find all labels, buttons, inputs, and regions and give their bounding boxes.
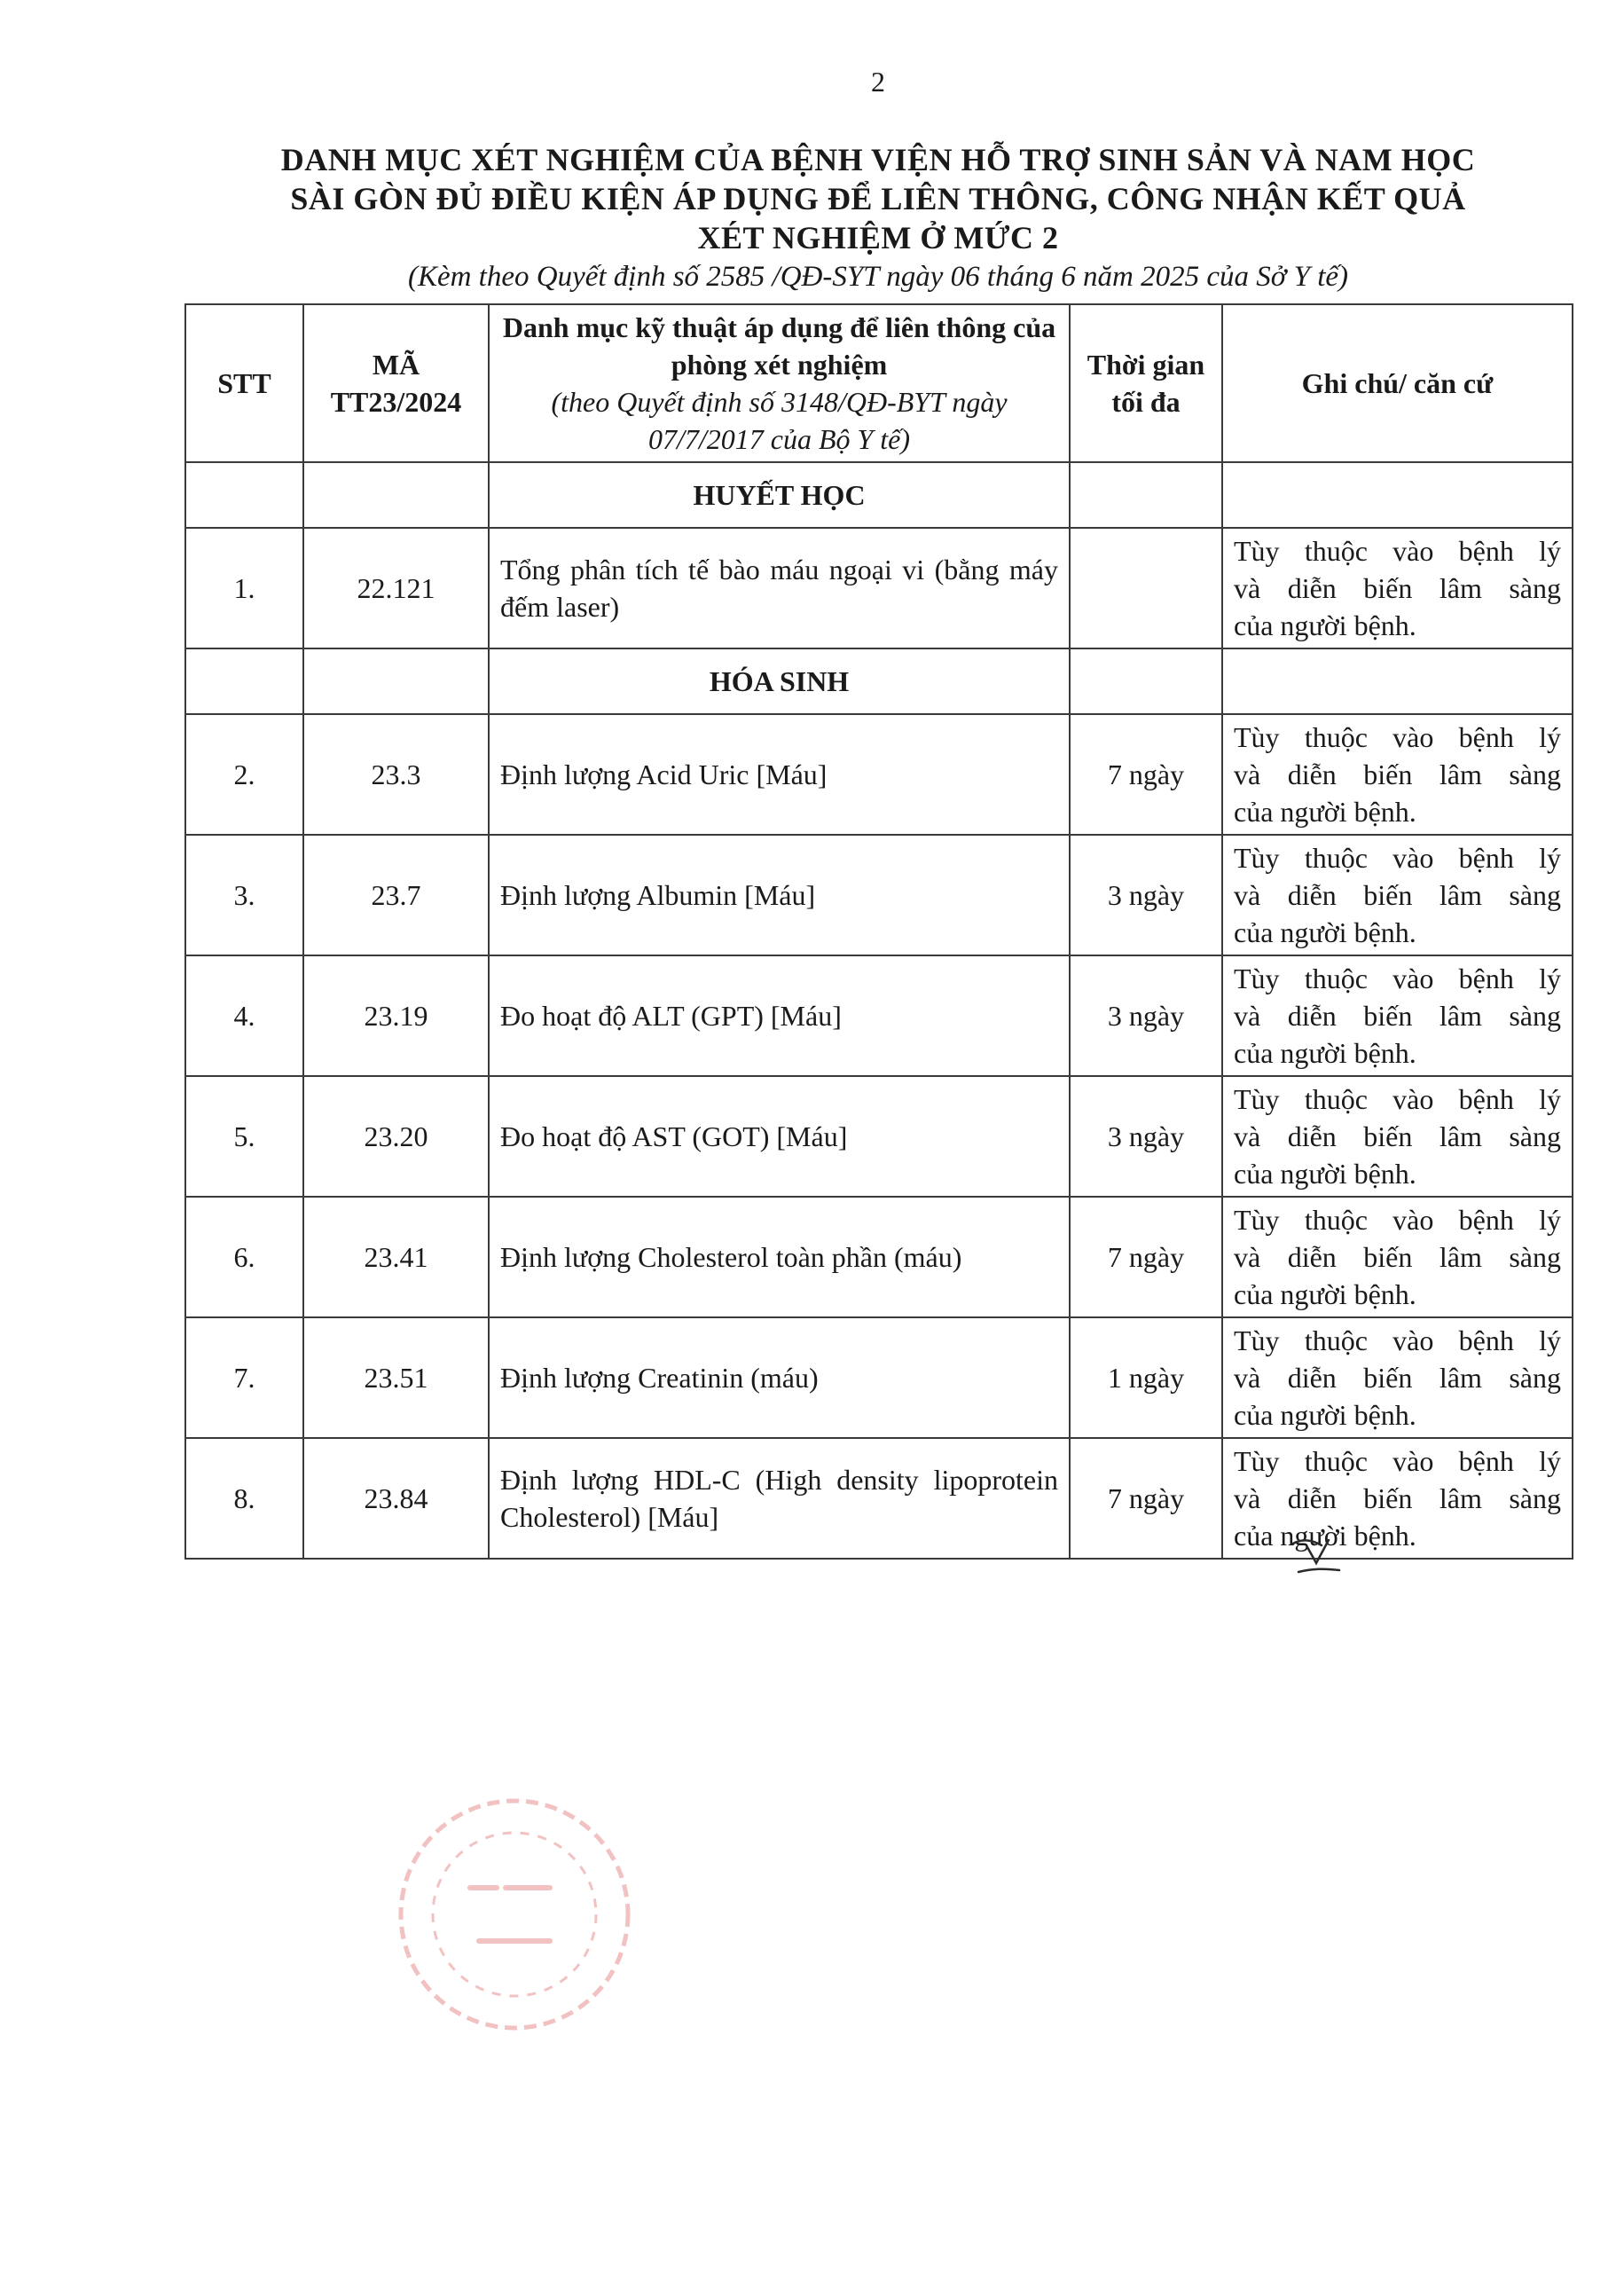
- cell-ma: 23.20: [303, 1076, 489, 1197]
- cell-max-time: 7 ngày: [1070, 1438, 1222, 1559]
- cell-max-time: 3 ngày: [1070, 835, 1222, 955]
- section-row: [185, 648, 1573, 714]
- table-row: [185, 1197, 1573, 1317]
- note-line: và diễn biến lâm sàng: [1234, 572, 1561, 604]
- cell-stt: 7.: [185, 1317, 303, 1438]
- section-label: HÓA SINH: [489, 648, 1070, 714]
- note-line: và diễn biến lâm sàng: [1234, 1362, 1561, 1394]
- empty-cell: [185, 462, 303, 528]
- cell-test-name: Định lượng Acid Uric [Máu]: [489, 714, 1070, 835]
- table-row: [185, 714, 1573, 835]
- cell-ma: 23.3: [303, 714, 489, 835]
- empty-cell: [1070, 648, 1222, 714]
- cell-ma: 23.84: [303, 1438, 489, 1559]
- cell-stt: 1.: [185, 528, 303, 648]
- note-line: và diễn biến lâm sàng: [1234, 758, 1561, 790]
- header-danh-muc-title: Danh mục kỹ thuật áp dụng để liên thông của phòng xét nghiệm: [502, 311, 1056, 381]
- note-line: của người bệnh.: [1234, 916, 1416, 948]
- empty-cell: [303, 462, 489, 528]
- note-line: và diễn biến lâm sàng: [1234, 1482, 1561, 1514]
- page-number: 2: [871, 66, 885, 98]
- note-line: của người bệnh.: [1234, 1158, 1416, 1190]
- title-line-2: SÀI GÒN ĐỦ ĐIỀU KIỆN ÁP DỤNG ĐỂ LIÊN THÔNG, CÔNG NHẬN KẾT QUẢ: [290, 181, 1466, 216]
- cell-max-time: 1 ngày: [1070, 1317, 1222, 1438]
- table-row: [185, 1076, 1573, 1197]
- cell-max-time: 3 ngày: [1070, 1076, 1222, 1197]
- cell-test-name: Tổng phân tích tế bào máu ngoại vi (bằng máy đếm laser): [489, 528, 1070, 648]
- cell-max-time: [1070, 528, 1222, 648]
- cell-stt: 6.: [185, 1197, 303, 1317]
- table-row: [185, 1317, 1573, 1438]
- note-line: của người bệnh.: [1234, 1278, 1416, 1310]
- header-danh-muc: [489, 304, 1070, 462]
- decision-reference: (Kèm theo Quyết định số 2585 /QĐ-SYT ngày 06 tháng 6 năm 2025 của Sở Y tế): [407, 261, 1349, 293]
- header-thoi-gian: Thời gian tối đa: [1070, 304, 1222, 462]
- note-line: Tùy thuộc vào bệnh lý: [1234, 535, 1561, 567]
- table-row: [185, 1438, 1573, 1559]
- table-header-row: [185, 304, 1573, 462]
- cell-test-name: Đo hoạt độ ALT (GPT) [Máu]: [489, 955, 1070, 1076]
- note-line: và diễn biến lâm sàng: [1234, 879, 1561, 911]
- cell-note: [1222, 1076, 1573, 1197]
- note-line: Tùy thuộc vào bệnh lý: [1234, 1083, 1561, 1115]
- note-line: của người bệnh.: [1234, 1037, 1416, 1069]
- note-line: và diễn biến lâm sàng: [1234, 1241, 1561, 1273]
- note-line: của người bệnh.: [1234, 1399, 1416, 1431]
- empty-cell: [1222, 648, 1573, 714]
- empty-cell: [1222, 462, 1573, 528]
- empty-cell: [1070, 462, 1222, 528]
- cell-test-name: Định lượng Albumin [Máu]: [489, 835, 1070, 955]
- cell-ma: 23.7: [303, 835, 489, 955]
- cell-note: [1222, 955, 1573, 1076]
- note-line: của người bệnh.: [1234, 1520, 1416, 1552]
- note-line: Tùy thuộc vào bệnh lý: [1234, 1324, 1561, 1356]
- test-list-table: [184, 303, 1573, 1560]
- cell-stt: 5.: [185, 1076, 303, 1197]
- official-stamp: [373, 1781, 656, 2047]
- cell-max-time: 7 ngày: [1070, 1197, 1222, 1317]
- cell-test-name: Định lượng Creatinin (máu): [489, 1317, 1070, 1438]
- note-line: Tùy thuộc vào bệnh lý: [1234, 963, 1561, 994]
- cell-ma: 22.121: [303, 528, 489, 648]
- empty-cell: [185, 648, 303, 714]
- table-row: [185, 528, 1573, 648]
- cell-note: [1222, 1317, 1573, 1438]
- cell-note: [1222, 528, 1573, 648]
- header-ma: MÃ TT23/2024: [303, 304, 489, 462]
- cell-ma: 23.51: [303, 1317, 489, 1438]
- cell-stt: 3.: [185, 835, 303, 955]
- cell-stt: 8.: [185, 1438, 303, 1559]
- cell-note: [1222, 1197, 1573, 1317]
- note-line: của người bệnh.: [1234, 796, 1416, 828]
- cell-note: [1222, 714, 1573, 835]
- table-body: [185, 462, 1573, 1559]
- note-line: Tùy thuộc vào bệnh lý: [1234, 842, 1561, 874]
- cell-test-name: Định lượng HDL-C (High density lipoprotein Cholesterol) [Máu]: [489, 1438, 1070, 1559]
- note-line: Tùy thuộc vào bệnh lý: [1234, 1445, 1561, 1477]
- cell-ma: 23.19: [303, 955, 489, 1076]
- cell-note: [1222, 1438, 1573, 1559]
- empty-cell: [303, 648, 489, 714]
- section-label: HUYẾT HỌC: [489, 462, 1070, 528]
- table-row: [185, 835, 1573, 955]
- note-line: Tùy thuộc vào bệnh lý: [1234, 1204, 1561, 1236]
- cell-stt: 2.: [185, 714, 303, 835]
- cell-note: [1222, 835, 1573, 955]
- title-line-1: DANH MỤC XÉT NGHIỆM CỦA BỆNH VIỆN HỖ TRỢ SINH SẢN VÀ NAM HỌC: [280, 142, 1476, 177]
- cell-ma: 23.41: [303, 1197, 489, 1317]
- document-title-block: [213, 140, 1543, 296]
- note-line: và diễn biến lâm sàng: [1234, 1120, 1561, 1152]
- cell-max-time: 3 ngày: [1070, 955, 1222, 1076]
- handwritten-initials: [1286, 1533, 1348, 1586]
- cell-max-time: 7 ngày: [1070, 714, 1222, 835]
- table-row: [185, 955, 1573, 1076]
- note-line: của người bệnh.: [1234, 609, 1416, 641]
- cell-test-name: Đo hoạt độ AST (GOT) [Máu]: [489, 1076, 1070, 1197]
- cell-stt: 4.: [185, 955, 303, 1076]
- title-line-3: XÉT NGHIỆM Ở MỨC 2: [697, 220, 1059, 255]
- cell-test-name: Định lượng Cholesterol toàn phần (máu): [489, 1197, 1070, 1317]
- header-ghi-chu: Ghi chú/ căn cứ: [1222, 304, 1573, 462]
- note-line: và diễn biến lâm sàng: [1234, 1000, 1561, 1032]
- note-line: Tùy thuộc vào bệnh lý: [1234, 721, 1561, 753]
- section-row: [185, 462, 1573, 528]
- header-stt: STT: [185, 304, 303, 462]
- header-danh-muc-note: (theo Quyết định số 3148/QĐ-BYT ngày 07/7/2017 của Bộ Y tế): [551, 386, 1008, 455]
